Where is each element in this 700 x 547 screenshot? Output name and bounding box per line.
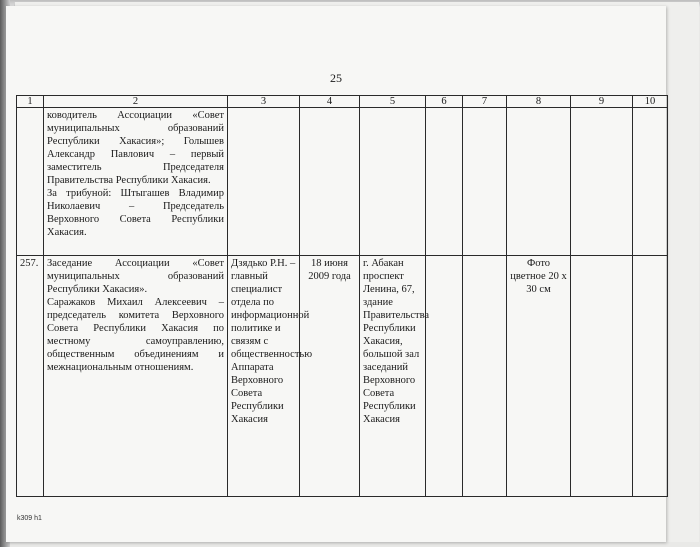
date-cell: 18 июня 2009 года xyxy=(300,256,360,497)
column-header: 10 xyxy=(633,96,668,108)
page-number: 25 xyxy=(330,71,342,85)
column-header: 7 xyxy=(463,96,507,108)
table-cell xyxy=(426,108,463,256)
row-number-cell xyxy=(17,108,44,256)
location-cell: г. Абакан проспект Ленина, 67, здание Правительства Республики Хакасия, большой зал заседаний Верховного Совета Республики Хакасия xyxy=(360,256,426,497)
column-header: 4 xyxy=(300,96,360,108)
event-description-cell: Заседание Ассоциации «Совет муниципальных образований Республики Хакасия». Саражаков Михаил Алексеевич – председатель комитета Верховного Совета Республики Хакасия по местному самоуправлению, общественным объединениям и межнациональным отношениям. xyxy=(44,256,228,497)
column-header: 1 xyxy=(17,96,44,108)
document-page xyxy=(6,6,666,542)
table-cell xyxy=(571,108,633,256)
header-row xyxy=(17,96,668,108)
column-header: 9 xyxy=(571,96,633,108)
format-cell: Фото цветное 20 х 30 см xyxy=(507,256,571,497)
column-header: 2 xyxy=(44,96,228,108)
column-header: 5 xyxy=(360,96,426,108)
event-description-cell: ководитель Ассоциации «Совет муниципальных образований Республики Хакасия»; Голышев Александр Павлович – первый заместитель Председателя Правительства Республики Хакасия. За трибуной: Штыгашев Владимир Николаевич – Председатель Верховного Совета Республики Хакасия. xyxy=(44,108,228,256)
author-cell xyxy=(228,108,300,256)
date-cell xyxy=(300,108,360,256)
archive-table xyxy=(16,95,668,497)
table-cell xyxy=(426,256,463,497)
row-number-cell: 257. xyxy=(17,256,44,497)
author-cell: Дзядько Р.Н. – главный специалист отдела по информационной политике и связям с общественностью Аппарата Верховного Совета Республики Хакасия xyxy=(228,256,300,497)
column-header: 8 xyxy=(507,96,571,108)
table-cell xyxy=(571,256,633,497)
table-cell xyxy=(463,256,507,497)
footer-code: k309 h1 xyxy=(17,515,42,522)
location-cell xyxy=(360,108,426,256)
table-row xyxy=(17,108,668,256)
column-header: 6 xyxy=(426,96,463,108)
column-header: 3 xyxy=(228,96,300,108)
table-cell xyxy=(633,256,668,497)
table-row xyxy=(17,256,668,497)
format-cell xyxy=(507,108,571,256)
table-cell xyxy=(633,108,668,256)
table-cell xyxy=(463,108,507,256)
